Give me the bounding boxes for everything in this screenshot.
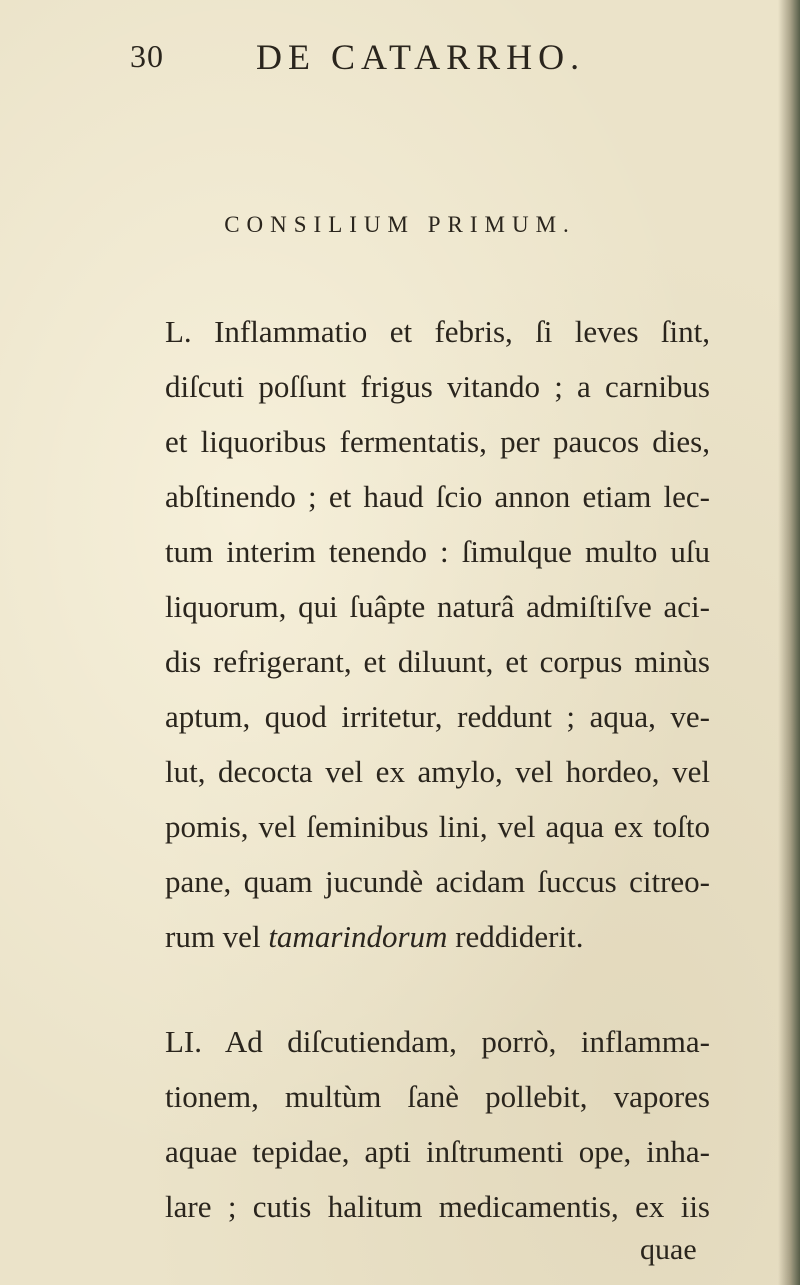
paragraph-l-line: et liquoribus fermentatis, per paucos dies, [165, 424, 710, 459]
paragraph-li-line: tionem, multùm ſanè pollebit, vapores [165, 1079, 710, 1114]
paragraph-l-line: aptum, quod irritetur, reddunt ; aqua, ve- [165, 699, 710, 734]
paragraph-li-line: LI. Ad diſcutiendam, porrò, inflamma- [165, 1024, 710, 1059]
paragraph-l-line: L. Inflammatio et febris, ſi leves ſint, [165, 314, 710, 349]
paragraph-l-line: pane, quam jucundè acidam ſuccus citreo- [165, 864, 710, 899]
paragraph-l-line: abſtinendo ; et haud ſcio annon etiam lec- [165, 479, 710, 514]
paragraph-li-line: lare ; cutis halitum medicamentis, ex iis [165, 1189, 710, 1224]
paragraph-l-line: lut, decocta vel ex amylo, vel hordeo, vel [165, 754, 710, 789]
paragraph-l-line: liquorum, qui ſuâpte naturâ admiſtiſve aci- [165, 589, 710, 624]
paragraph-li-line: aquae tepidae, apti inſtrumenti ope, inha- [165, 1134, 710, 1169]
paragraph-l-last-line [165, 917, 710, 957]
page-edge-shadow [778, 0, 800, 1285]
last-line-text-before: rum vel [165, 919, 269, 954]
italic-term: tamarindorum [268, 919, 448, 954]
paragraph-l-line: diſcuti poſſunt frigus vitando ; a carnibus [165, 369, 710, 404]
section-title: CONSILIUM PRIMUM. [224, 212, 576, 237]
paragraph-l-line: pomis, vel ſeminibus lini, vel aqua ex toſto [165, 809, 710, 844]
paragraph-l-line: tum interim tenendo : ſimulque multo uſu [165, 534, 710, 569]
paragraph-l-line: dis refrigerant, et diluunt, et corpus minùs [165, 644, 710, 679]
last-line-text-after: reddiderit. [447, 919, 584, 954]
catchword: quae [640, 1233, 697, 1266]
page-header [130, 36, 630, 76]
page-number: 30 [130, 38, 164, 74]
running-title: DE CATARRHO. [256, 37, 586, 77]
